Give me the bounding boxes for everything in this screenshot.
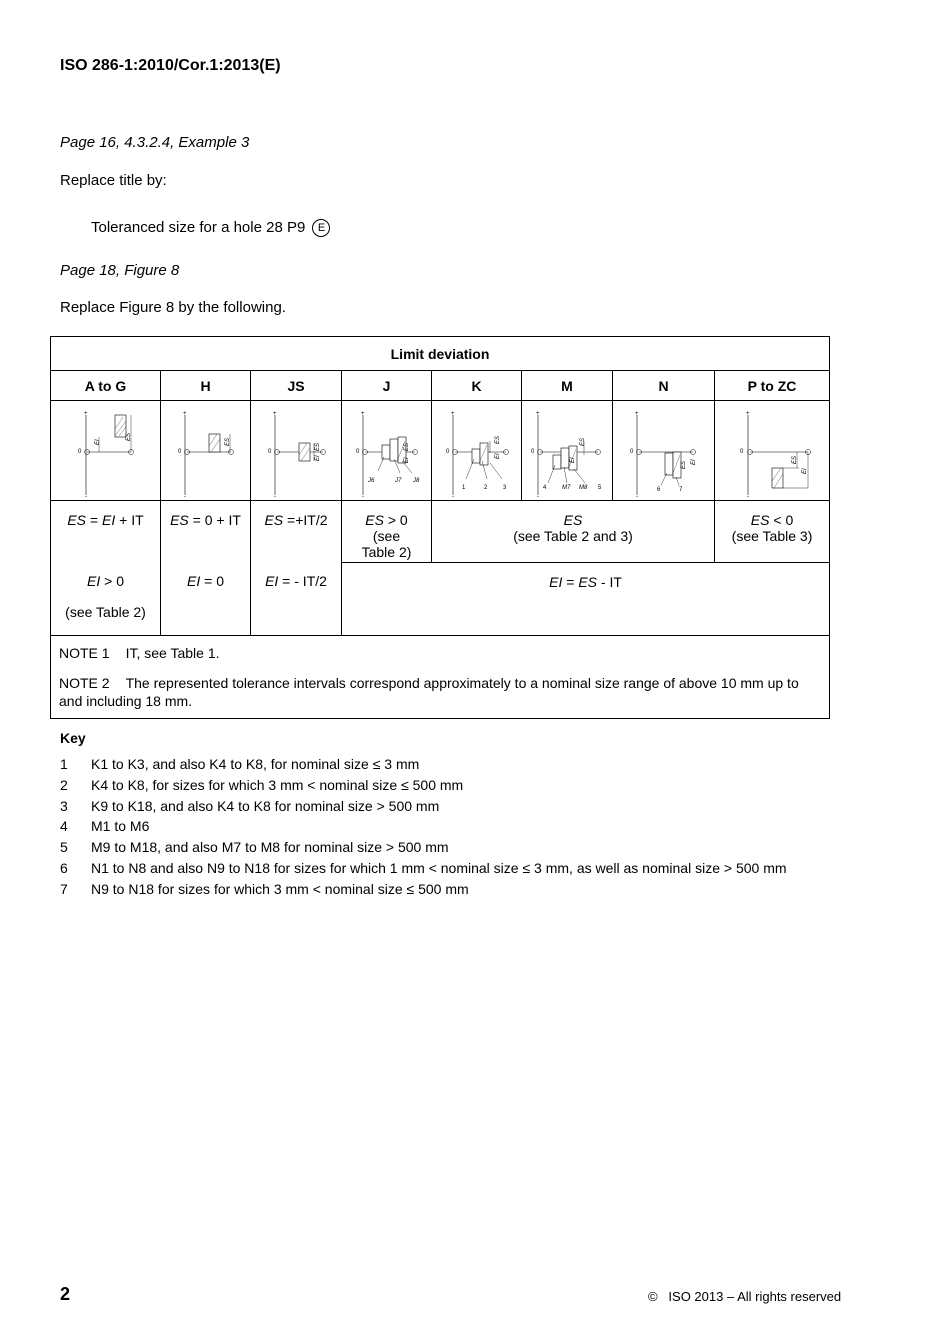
es-cell-js <box>251 501 342 563</box>
minus-label: - <box>537 494 539 500</box>
note-1 <box>59 644 821 662</box>
minus-label: - <box>184 494 186 500</box>
zero-label: 0 <box>630 449 634 455</box>
ei-symbol: EI <box>265 573 279 589</box>
zero-label: 0 <box>446 449 450 455</box>
col-header-m: M <box>522 371 613 401</box>
zero-label: 0 <box>78 449 82 455</box>
key-1-label: 1 <box>462 485 466 491</box>
es-cell-a-to-g <box>51 501 161 563</box>
j8-label: J8 <box>413 478 420 484</box>
minus-label: - <box>362 494 364 500</box>
key-number: 4 <box>60 818 68 835</box>
diagram-a-to-g <box>51 401 161 500</box>
es-label: ES <box>126 432 132 441</box>
es-cell-p-to-zc <box>715 501 830 563</box>
es-symbol: ES <box>365 512 384 528</box>
plus-label: + <box>273 411 277 417</box>
es-rest: > 0 <box>383 512 408 528</box>
ei-eq: = <box>562 573 579 590</box>
key-7-label: 7 <box>679 487 683 493</box>
ei-label: EI <box>570 457 576 463</box>
reference-1: Page 16, 4.3.2.4, Example 3 <box>60 134 250 151</box>
ei-symbol: EI <box>187 573 201 589</box>
es-symbol: ES <box>67 512 87 528</box>
ei-rest: = 0 <box>200 573 224 589</box>
key-text: K1 to K3, and also K4 to K8, for nominal size ≤ 3 mm <box>91 756 420 772</box>
key-text: N9 to N18 for sizes for which 3 mm < nominal size ≤ 500 mm <box>91 880 469 897</box>
es-label: ES <box>315 442 321 451</box>
key-item <box>60 777 787 798</box>
plus-label: + <box>746 411 750 417</box>
es-label: ES <box>792 455 798 464</box>
plus-label: + <box>183 411 187 417</box>
diagram-h <box>161 401 251 500</box>
ei-cell-js <box>251 562 342 636</box>
es-cell-k-m-n <box>432 501 715 563</box>
es-rest: = 0 + IT <box>188 512 241 528</box>
limit-deviation-figure <box>50 336 830 719</box>
key-6-label: 6 <box>657 487 661 493</box>
minus-label: - <box>452 494 454 500</box>
col-header-js: JS <box>251 371 342 401</box>
ei-rest: > 0 <box>100 573 124 589</box>
key-item <box>60 881 787 902</box>
figure-notes <box>51 636 830 719</box>
ei-cell-a-to-g <box>51 562 161 636</box>
key-item <box>60 756 787 777</box>
minus-label: - <box>274 494 276 500</box>
diagram-js <box>251 401 342 500</box>
ei-cell-j-to-zc <box>342 562 830 636</box>
es-symbol: ES <box>264 512 284 528</box>
es-rest: < 0 <box>769 512 794 528</box>
col-header-j: J <box>342 371 432 401</box>
figure-title: Limit deviation <box>51 337 830 371</box>
diagram-p-to-zc <box>715 401 830 500</box>
key-number: 6 <box>60 859 68 876</box>
note-text: The represented tolerance intervals correspond approximately to a nominal size range of above 10 mm up to and including 18 mm. <box>59 675 799 709</box>
col-header-k: K <box>432 371 522 401</box>
ei-label: EI <box>95 439 101 445</box>
ei-symbol: EI <box>549 573 563 590</box>
es-symbol: ES <box>563 512 583 528</box>
ei-label: EI <box>315 455 321 461</box>
m7-label: M7 <box>562 485 571 491</box>
diagram-cell-k <box>432 401 522 501</box>
note-text: IT, see Table 1. <box>125 645 220 661</box>
zero-label: 0 <box>740 449 744 455</box>
key-number: 7 <box>60 880 68 897</box>
key-item <box>60 818 787 839</box>
key-number: 5 <box>60 839 68 856</box>
es-note-line2: Table 2) <box>361 544 412 560</box>
diagram-j <box>342 401 432 500</box>
es-note-line1: (see <box>372 528 401 544</box>
key-item <box>60 839 787 860</box>
instruction-2: Replace Figure 8 by the following. <box>60 299 286 316</box>
col-header-a-to-g: A to G <box>51 371 161 401</box>
key-text: K9 to K18, and also K4 to K8 for nominal size > 500 mm <box>91 797 440 814</box>
key-text: M1 to M6 <box>91 818 150 835</box>
diagram-m <box>522 401 613 500</box>
plus-label: + <box>451 411 455 417</box>
key-item <box>60 798 787 819</box>
diagram-cell-j <box>342 401 432 501</box>
plus-label: + <box>635 411 639 417</box>
es-note: (see Table 2 and 3) <box>513 528 633 544</box>
es-label: ES <box>225 437 231 446</box>
new-title <box>91 219 330 237</box>
plus-label: + <box>361 411 365 417</box>
es-cell-j <box>342 501 432 563</box>
key-number: 1 <box>60 756 68 772</box>
m8-label: M8 <box>579 485 588 491</box>
es-symbol: ES <box>750 512 770 528</box>
ei-label: EI <box>691 459 697 465</box>
zero-label: 0 <box>178 449 182 455</box>
es-rest: =+IT/2 <box>283 512 328 528</box>
es-cell-h <box>161 501 251 563</box>
key-list <box>60 756 787 902</box>
new-title-text: Toleranced size for a hole 28 P9 <box>91 219 306 236</box>
es-label: ES <box>495 435 501 444</box>
diagram-k <box>432 401 522 500</box>
col-header-h: H <box>161 371 251 401</box>
es-label: ES <box>580 437 586 446</box>
es-label: ES <box>681 460 687 469</box>
diagram-cell-h <box>161 401 251 501</box>
zero-label: 0 <box>356 449 360 455</box>
ei-note: (see Table 2) <box>65 604 146 620</box>
zero-label: 0 <box>268 449 272 455</box>
note-2 <box>59 674 821 710</box>
es-eq: = <box>86 512 102 528</box>
instruction-1: Replace title by: <box>60 172 167 189</box>
diagram-cell-p-to-zc <box>715 401 830 501</box>
document-header: ISO 286-1:2010/Cor.1:2013(E) <box>60 57 281 74</box>
col-header-n: N <box>613 371 715 401</box>
e-mark-icon: E <box>312 219 330 237</box>
ei-label: EI <box>802 468 808 474</box>
es-symbol: ES <box>170 512 189 528</box>
key-3-label: 3 <box>503 485 507 491</box>
col-header-p-to-zc: P to ZC <box>715 371 830 401</box>
minus-label: - <box>636 494 638 500</box>
key-2-label: 2 <box>484 485 488 491</box>
es-symbol: ES <box>578 573 598 590</box>
diagram-n <box>613 401 715 500</box>
key-5-label: 5 <box>598 485 602 491</box>
key-4-label: 4 <box>543 485 547 491</box>
diagram-cell-n <box>613 401 715 501</box>
ei-tail: - IT <box>597 573 622 590</box>
minus-label: - <box>85 494 87 500</box>
es-label: ES <box>404 442 410 451</box>
diagram-cell-js <box>251 401 342 501</box>
key-text: M9 to M18, and also M7 to M8 for nominal size > 500 mm <box>91 839 449 856</box>
key-text: K4 to K8, for sizes for which 3 mm < nominal size ≤ 500 mm <box>91 776 464 793</box>
es-rest: + IT <box>115 512 144 528</box>
ei-cell-h <box>161 562 251 636</box>
page-number: 2 <box>60 1284 71 1304</box>
key-number: 2 <box>60 776 68 793</box>
minus-label: - <box>747 494 749 500</box>
key-text: N1 to N8 and also N9 to N18 for sizes for which 1 mm < nominal size ≤ 3 mm, as well as nominal size > 500 mm <box>91 859 787 876</box>
zero-label: 0 <box>531 449 535 455</box>
key-title: Key <box>60 730 86 746</box>
ei-symbol: EI <box>102 512 116 528</box>
key-item <box>60 860 787 881</box>
es-note: (see Table 3) <box>731 528 813 544</box>
j7-label: J7 <box>395 478 402 484</box>
reference-2: Page 18, Figure 8 <box>60 262 180 279</box>
copyright-notice: © ISO 2013 – All rights reserved <box>648 1289 842 1304</box>
ei-rest: = - IT/2 <box>278 573 327 589</box>
diagram-cell-m <box>522 401 613 501</box>
diagram-cell-a-to-g <box>51 401 161 501</box>
note-label: NOTE 2 <box>59 675 110 691</box>
key-number: 3 <box>60 797 68 814</box>
ei-symbol: EI <box>87 573 101 589</box>
j6-label: J6 <box>368 478 375 484</box>
plus-label: + <box>536 411 540 417</box>
note-label: NOTE 1 <box>59 645 110 661</box>
ei-label: EI <box>495 453 501 459</box>
ei-label: EI <box>404 457 410 463</box>
plus-label: + <box>84 411 88 417</box>
